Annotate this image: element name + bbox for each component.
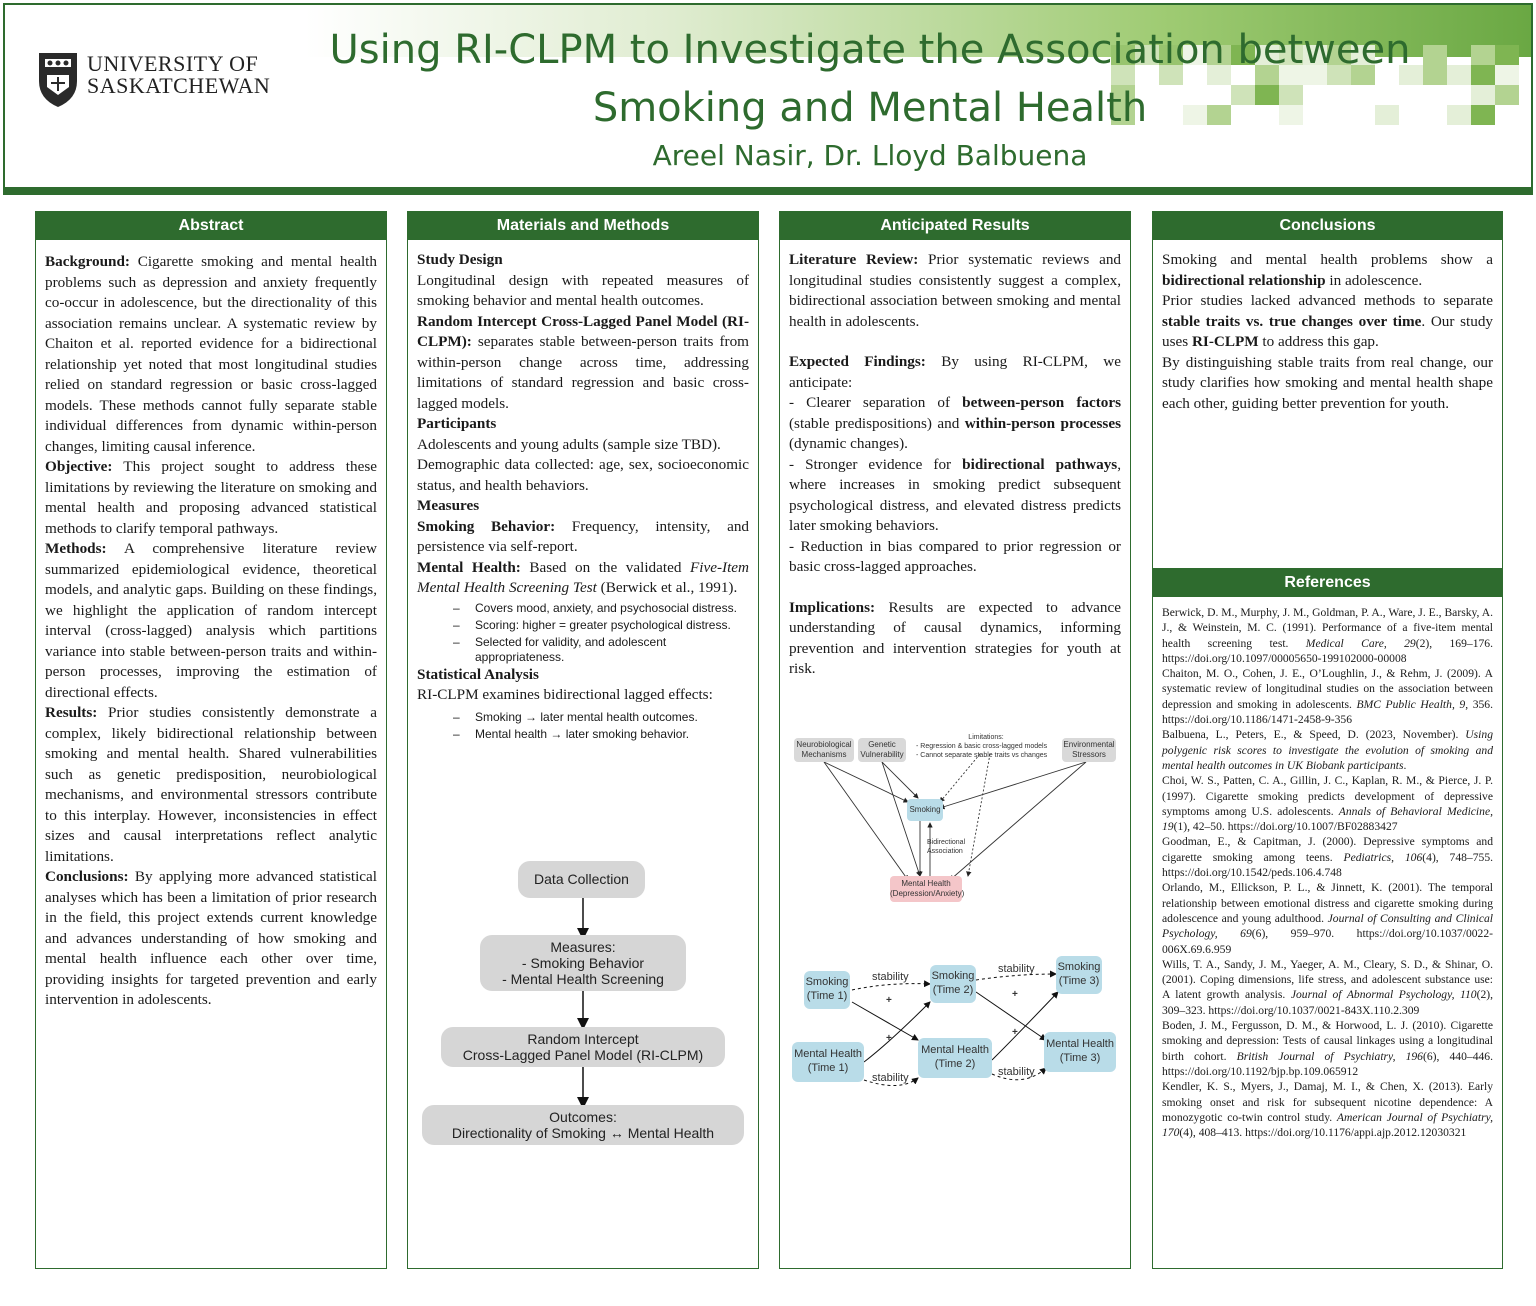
reference-item — [1162, 727, 1493, 773]
mental-health-test-name: Five-Item Mental Health Screening Test — [417, 558, 750, 596]
expected-bullet-1-post: (dynamic changes). — [789, 435, 908, 452]
university-name-line1: UNIVERSITY OF — [87, 51, 259, 76]
reference-details: (2), 309–323. https://doi.org/10.1037/0021-843X.110.2.309 — [1162, 988, 1493, 1017]
reference-text: Goodman, E., & Capitman, J. (2000). Depressive symptoms and cigarette smoking among teens. — [1162, 835, 1493, 864]
flow-outcomes-line2: Directionality of Smoking ↔ Mental Health — [451, 1125, 715, 1141]
stats-text: RI-CLPM examines bidirectional lagged effects: — [417, 686, 713, 703]
node-limitations-line2: - Cannot separate stable traits vs changes — [916, 752, 1048, 759]
node-mental-time3-line2: (Time 3) — [1059, 1052, 1101, 1064]
flow-riclpm-line2: Cross-Lagged Panel Model (RI-CLPM) — [462, 1047, 704, 1063]
university-logo — [37, 47, 277, 117]
flow-data-collection: Data Collection — [518, 861, 645, 898]
methods-heading: Materials and Methods — [408, 212, 758, 240]
edge-s1-m2 — [852, 1002, 918, 1040]
conclusions-text: By applying more advanced statistical analyses which has been a limitation of prior research in the field, this project extends current knowledge and advances understanding of how smoking and mental health influence each other over time, providing insights for targeted prevention and early intervention in adolescents. — [45, 868, 378, 1008]
participants-label: Participants — [417, 415, 497, 432]
mental-health-pre: Based on the validated — [529, 558, 682, 576]
conclusions-p2-mid: . Our study uses — [1162, 312, 1494, 350]
label-stability-m12: stability — [872, 1072, 909, 1084]
label-stability-s12: stability — [872, 971, 909, 983]
expected-findings-text: By using RI-CLPM, we anticipate: — [789, 353, 1122, 391]
node-mental-health-line1: Mental Health — [901, 879, 951, 888]
crosslag-diagram-lines — [780, 212, 1132, 1270]
reference-text: Balbuena, L., Peters, E., & Speed, D. (2023, November). — [1162, 728, 1466, 742]
expected-bullet-3: - Reduction in bias compared to prior regression or basic cross-lagged approaches. — [789, 537, 1121, 575]
reference-text: Choi, W. S., Patten, C. A., Gillin, J. C., Kaplan, R. M., & Pierce, J. P. (1997). Cigarette smoking predicts development of depressive symptoms among U.S. adolescents. — [1162, 774, 1493, 818]
node-mental-time2-line1: Mental Health — [921, 1044, 989, 1056]
reference-source: Journal of Consulting and Clinical Psychology, 69 — [1162, 911, 1493, 941]
expected-bullet-2-pre: - Stronger evidence for — [789, 455, 952, 473]
conclusions-p2-post: to address this gap. — [1262, 333, 1379, 350]
node-limitations-line1: - Regression & basic cross-lagged models — [916, 743, 1048, 750]
bidirectional-line2: Association — [927, 848, 963, 855]
university-name — [87, 53, 270, 97]
header-bottom-rule — [5, 187, 1531, 193]
node-mental-time1-line2: (Time 1) — [807, 1062, 849, 1074]
reference-item — [1162, 1079, 1493, 1140]
node-smoking-time2-line2: (Time 2) — [932, 984, 974, 996]
flow-riclpm — [441, 1027, 725, 1067]
mosaic-tile — [1471, 45, 1495, 65]
flow-measures-line2: - Smoking Behavior — [521, 955, 645, 971]
node-smoking: Smoking — [907, 799, 943, 821]
conclusions-panel — [1152, 211, 1503, 568]
abstract-background — [45, 252, 377, 457]
node-smoking-time3 — [1056, 956, 1102, 994]
reference-details: (2), 169–176. https://doi.org/10.1097/00005650-199102000-00008 — [1162, 636, 1493, 665]
node-smoking-time1-line1: Smoking — [805, 976, 849, 988]
reference-details: . — [1403, 758, 1407, 772]
university-crest-icon — [37, 51, 79, 109]
node-environmental-line1: Environmental — [1063, 740, 1115, 749]
mental-health-citation: (Berwick et al., 1991). — [600, 579, 738, 596]
conclusions-p2-bold1: stable traits vs. true changes over time — [1162, 312, 1422, 330]
poster-authors: Areel Nasir, Dr. Lloyd Balbuena — [652, 139, 1088, 172]
flow-measures-line1: Measures: — [550, 939, 616, 955]
references-heading: References — [1153, 569, 1502, 597]
expected-findings-label: Expected Findings: — [789, 353, 926, 370]
study-design-text: Longitudinal design with repeated measures of smoking behavior and mental health outcomes. — [417, 271, 749, 309]
expected-bullet-1-bold1: between-person factors — [962, 394, 1122, 411]
conclusions-p2-pre: Prior studies lacked advanced methods to separate — [1162, 292, 1493, 309]
reference-item — [1162, 880, 1493, 956]
mosaic-tile — [1447, 105, 1471, 125]
reference-source: Journal of Abnormal Psychology, 110 — [1290, 988, 1477, 1002]
reference-source: Medical Care, 29 — [1305, 636, 1416, 650]
node-genetic-line1: Genetic — [868, 740, 896, 749]
reference-text: Orlando, M., Ellickson, P. L., & Jinnett, K. (2001). The temporal relationship between emotional distress and cigarette smoking during adolescence and young adulthood. — [1162, 881, 1493, 925]
mosaic-tile — [1471, 85, 1495, 105]
flow-measures-line3: - Mental Health Screening — [502, 971, 664, 987]
mosaic-tile — [1471, 105, 1495, 125]
node-mental-time3-line1: Mental Health — [1046, 1038, 1114, 1050]
reference-details: , 356. https://doi.org/10.1186/1471-2458-9-356 — [1162, 697, 1493, 727]
conclusions-label: Conclusions: — [45, 868, 129, 885]
riclpm-label: Random Intercept Cross-Lagged Panel Model (RI-CLPM): — [417, 312, 749, 350]
objective-text: This project sought to address these limitations by reviewing the literature on smoking and mental health and proposing advanced statistical methods to clarify temporal pathways. — [45, 458, 377, 537]
abstract-heading: Abstract — [36, 212, 386, 240]
reference-source: British Journal of Psychiatry, 196 — [1236, 1049, 1423, 1063]
mosaic-tile — [1495, 45, 1519, 65]
implications-label: Implications: — [789, 598, 876, 616]
conclusions-p1-bold: bidirectional relationship — [1162, 271, 1326, 289]
results-label: Results: — [45, 704, 98, 721]
results-panel — [779, 211, 1131, 1269]
conclusions-body — [1153, 240, 1502, 414]
results-text: Prior studies consistently demonstrate a complex, likely bidirectional relationship between smoking and mental health. Shared vulnerabilities such as genetic predisposition, neurobiological mechanisms, and environmental stressors contribute to this interplay. However, inconsistencies in effect sizes and causal interpretations reflect analytic limitations. — [45, 704, 377, 865]
mosaic-tile — [1495, 85, 1519, 105]
node-smoking-time2-line1: Smoking — [931, 970, 975, 982]
literature-review-text: Prior systematic reviews and longitudinal studies consistently suggest a complex, bidirectional association between smoking and mental health in adolescents. — [789, 251, 1122, 330]
expected-bullet-1-pre: - Clearer separation of — [789, 394, 951, 411]
node-mental-time3 — [1044, 1032, 1116, 1072]
label-plus-m1s2: + — [886, 1033, 892, 1044]
node-mental-time1 — [792, 1042, 864, 1082]
reference-item — [1162, 957, 1493, 1018]
label-plus-m2s3: + — [1012, 1027, 1018, 1038]
reference-source: Pediatrics, 106 — [1343, 850, 1423, 864]
references-panel — [1152, 568, 1503, 1269]
edge-s1-s2 — [852, 984, 930, 990]
node-smoking-time3-line2: (Time 3) — [1058, 975, 1100, 987]
references-list — [1153, 597, 1502, 1140]
reference-details: (4), 748–755. https://doi.org/10.1542/peds.106.4.748 — [1162, 850, 1494, 880]
reference-item — [1162, 666, 1493, 727]
reference-details: (4), 408–413. https://doi.org/10.1176/appi.ajp.2012.12030321 — [1179, 1126, 1467, 1140]
reference-source: BMC Public Health, 9 — [1356, 697, 1466, 711]
conclusions-p1-post: in adolescence. — [1329, 271, 1423, 289]
conclusions-p3: By distinguishing stable traits from real change, our study clarifies how smoking and mental health shape each other, guiding better prevention for youth. — [1162, 353, 1493, 412]
abstract-panel — [35, 211, 387, 1269]
reference-item — [1162, 834, 1493, 880]
expected-bullet-2-bold: bidirectional pathways — [962, 455, 1118, 473]
title-line1: Using RI-CLPM to Investigate the Association between — [329, 27, 1411, 73]
node-neurobiological-line2: Mechanisms — [801, 750, 847, 759]
methods-label: Methods: — [45, 540, 107, 557]
node-environmental-line2: Stressors — [1072, 750, 1106, 759]
implications-text: Results are expected to advance understanding of causal dynamics, informing prevention and intervention strategies for youth at risk. — [789, 598, 1122, 677]
methods-text: A comprehensive literature review summarized epidemiological evidence, theoretical models, and analytic gaps. Building on these findings, we highlight the application of random intercept interval (cross-lagged) analysis which partitions variance into stable between-person traits and within-person processes, improving the estimation of directional effects. — [45, 540, 377, 701]
node-neurobiological-line1: Neurobiological — [796, 740, 852, 749]
reference-text: Berwick, D. M., Murphy, J. M., Goldman, P. A., Ware, J. E., Barsky, A. J., & Weinstein, M. C. (1991). Performance of a five-item mental health screening test. — [1162, 606, 1493, 650]
label-plus-s2m3: + — [1012, 989, 1018, 1000]
abstract-conclusions — [45, 867, 377, 1011]
reference-item — [1162, 773, 1493, 834]
mosaic-tile — [1495, 65, 1519, 85]
flow-measures — [480, 935, 686, 991]
node-smoking-time3-line1: Smoking — [1057, 961, 1101, 973]
flow-riclpm-line1: Random Intercept — [527, 1031, 639, 1047]
conclusions-p2-bold2: RI-CLPM — [1191, 333, 1259, 350]
university-name-line2: SASKATCHEWAN — [87, 73, 271, 98]
reference-item — [1162, 605, 1493, 666]
abstract-body — [36, 240, 386, 1011]
study-design-label: Study Design — [417, 251, 503, 268]
stats-label: Statistical Analysis — [417, 665, 539, 683]
reference-source: Annals of Behavioral Medicine, 19 — [1162, 804, 1493, 834]
literature-review-label: Literature Review: — [789, 251, 919, 268]
title-line2: Smoking and Mental Health — [592, 85, 1148, 131]
conclusions-p1 — [1162, 250, 1493, 291]
flow-outcomes — [422, 1105, 744, 1145]
stats-bullet-2: – Mental health → later smoking behavior. — [453, 727, 749, 742]
label-stability-m23: stability — [998, 1066, 1035, 1078]
flow-outcomes-line1: Outcomes: — [549, 1109, 617, 1125]
mental-bullet-3: – Selected for validity, and adolescent appropriateness. — [453, 635, 749, 665]
abstract-objective — [45, 457, 377, 539]
label-stability-s23: stability — [998, 963, 1035, 975]
methods-panel — [407, 211, 759, 1269]
reference-text: Chaiton, M. O., Cohen, J. E., O’Loughlin, J., & Rehm, J. (2009). A systematic review of longitudinal studies on the association between depression and smoking in adolescents. — [1162, 667, 1493, 711]
mental-bullet-2: – Scoring: higher = greater psychological distress. — [453, 618, 749, 633]
results-heading: Anticipated Results — [780, 212, 1130, 240]
mosaic-tile — [1447, 65, 1471, 85]
poster-header — [3, 3, 1533, 195]
node-mental-time1-line1: Mental Health — [794, 1048, 862, 1060]
expected-bullet-1-bold2: within-person processes — [964, 414, 1121, 432]
bidirectional-line1: Bidirectional — [927, 839, 966, 846]
mosaic-tile — [1471, 65, 1495, 85]
objective-label: Objective: — [45, 458, 113, 475]
node-smoking-time1-line2: (Time 1) — [806, 990, 848, 1002]
mental-health-label: Mental Health: — [417, 558, 521, 576]
smoking-behavior-text: Frequency, intensity, and persistence via self-report. — [417, 517, 750, 555]
node-limitations-title: Limitations: — [968, 734, 1004, 741]
background-text: Cigarette smoking and mental health problems such as depression and anxiety frequently co-occur in adolescence, but the directionality of this association remains unclear. A systematic review by Chaiton et al. reported evidence for a bidirectional relationship yet noted that most longitudinal studies relied on standard regression or basic cross-lagged models. These methods cannot fully separate stable individual differences from dynamic within-person changes, limiting causal inference. — [45, 253, 377, 455]
reference-text: Wills, T. A., Sandy, J. M., Yaeger, A. M., Cleary, S. D., & Shinar, O. (2001). Coping dimensions, life stress, and adolescent substance use: A latent growth analysis. — [1162, 957, 1493, 1002]
abstract-methods — [45, 539, 377, 703]
node-mental-time2-line2: (Time 2) — [934, 1058, 976, 1070]
demographic-text: Demographic data collected: age, sex, socioeconomic status, and health behaviors. — [417, 456, 749, 494]
conclusions-heading: Conclusions — [1153, 212, 1502, 240]
riclpm-text: separates stable between-person traits from within-person change across time, addressing limitations of standard regression and basic cross-lagged models. — [417, 333, 749, 412]
conclusions-p1-pre: Smoking and mental health problems show a — [1162, 251, 1493, 268]
reference-details: (6), 959–970. https://doi.org/10.1037/0022-006X.69.6.959 — [1162, 927, 1493, 956]
node-smoking-time1 — [804, 971, 850, 1009]
reference-item — [1162, 1018, 1493, 1079]
reference-details: (6), 440–446. https://doi.org/10.1192/bjp.bp.109.065912 — [1162, 1049, 1493, 1078]
expected-bullet-2-post: , where increases in smoking predict subsequent psychological distress, and elevated distress predicts later smoking behaviors. — [789, 455, 1121, 534]
label-plus-s1m2: + — [886, 995, 892, 1006]
mental-bullet-1: – Covers mood, anxiety, and psychosocial distress. — [453, 601, 749, 616]
reference-source: Using polygenic risk scores to investigate the evolution of smoking and mental health outcomes in UK Biobank participants — [1162, 728, 1493, 772]
participants-text: Adolescents and young adults (sample size TBD). — [417, 435, 721, 453]
reference-text: Boden, J. M., Fergusson, D. M., & Horwood, L. J. (2010). Cigarette smoking and depression: Tests of causal linkages using a longitudinal birth cohort. — [1162, 1019, 1493, 1063]
node-smoking-time2 — [930, 965, 976, 1003]
reference-details: (1), 42–50. https://doi.org/10.1007/BF02883427 — [1173, 820, 1398, 834]
background-label: Background: — [45, 253, 130, 270]
poster-title — [295, 21, 1445, 137]
node-mental-time2 — [918, 1038, 992, 1078]
abstract-results — [45, 703, 377, 867]
measures-label: Measures — [417, 497, 480, 514]
smoking-behavior-label: Smoking Behavior: — [417, 517, 556, 535]
stats-bullet-1: – Smoking → later mental health outcomes. — [453, 710, 749, 725]
conclusions-p2 — [1162, 291, 1493, 353]
expected-bullet-1-mid: (stable predispositions) and — [789, 414, 960, 432]
reference-text: Kendler, K. S., Myers, J., Damaj, M. I., & Chen, X. (2013). Early smoking onset and risk for subsequent nicotine dependence: A monozygotic co-twin control study. — [1162, 1080, 1493, 1124]
node-mental-health-line2: (Depression/Anxiety) — [890, 889, 965, 898]
node-genetic-line2: Vulnerability — [860, 750, 904, 759]
reference-source: American Journal of Psychiatry, 170 — [1162, 1110, 1493, 1140]
